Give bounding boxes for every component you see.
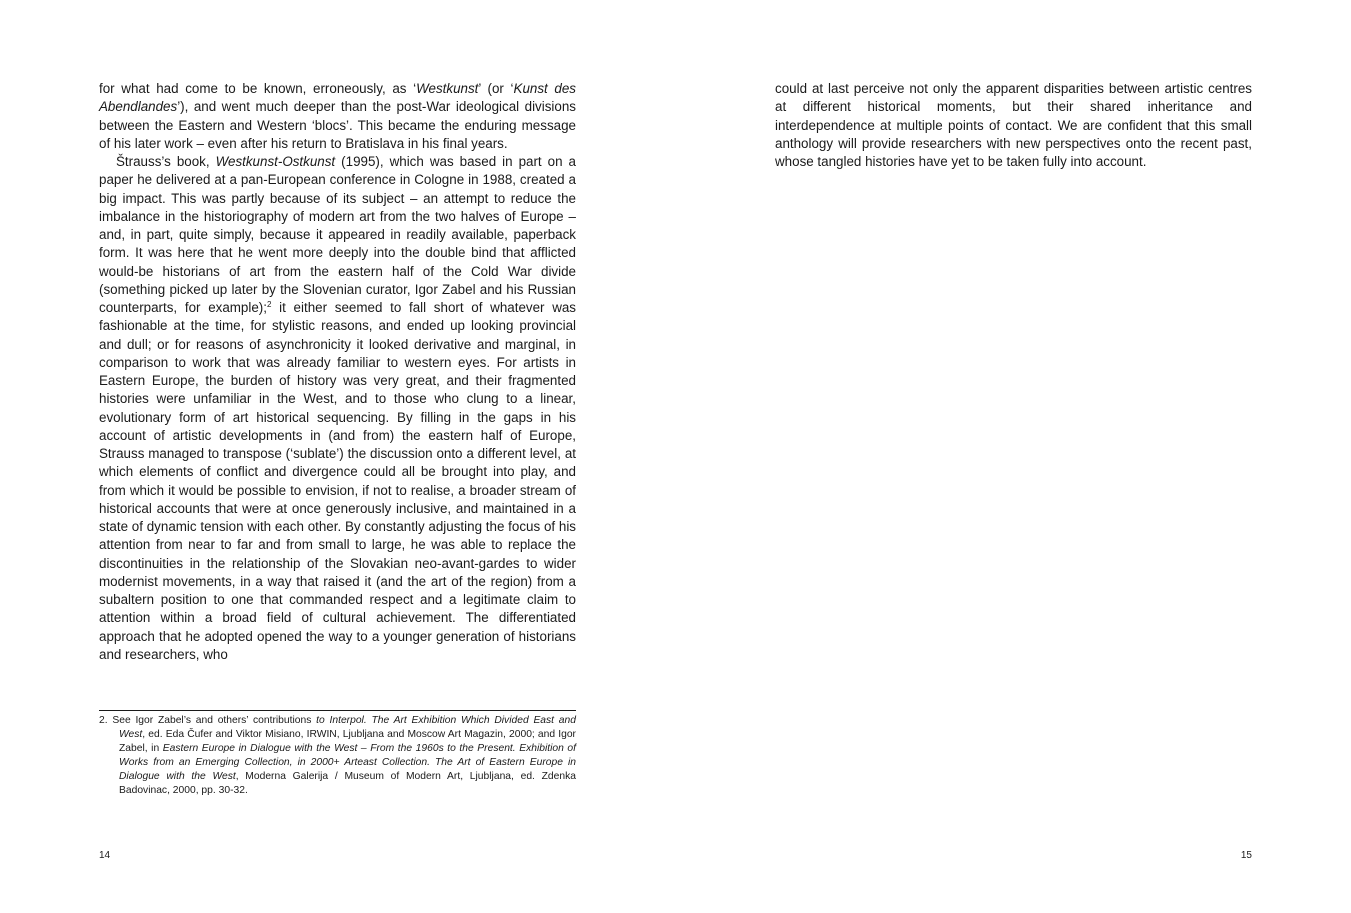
footnote-rule: [99, 710, 576, 711]
footnote: [99, 714, 576, 798]
text-run: , Moderna Galerija / Museum of Modern Art, Ljubljana, ed. Zdenka Badovinac, 2000, pp. 30-32.: [119, 771, 576, 796]
text-run: ’ (or ‘: [478, 81, 514, 96]
text-run: 2. See Igor Zabel’s and others’ contributions: [99, 715, 317, 726]
page-number-left: 14: [99, 850, 111, 861]
text-run: ’), and went much deeper than the post-War ideological divisions between the Eastern and Western ‘blocs’. This became the enduring message of his later work – even after his return to Bratislava in his final years.: [99, 99, 576, 151]
text-run: (1995), which was based in part on a paper he delivered at a pan-European conference in Cologne in 1988, created a big impact. This was partly because of its subject – an attempt to reduce the imbalance in the historiography of modern art from the two halves of Europe – and, in part, quite simply, because it appeared in readily available, paperback form. It was here that he went more deeply into the double bind that afflicted would-be historians of art from the eastern half of the Cold War divide (something picked up later by the Slovenian curator, Igor Zabel and his Russian counterparts, for example);: [99, 154, 576, 315]
right-page: [775, 0, 1252, 913]
right-body-text: [775, 80, 1252, 171]
text-run: could at last perceive not only the apparent disparities between artistic centres at different historical moments, but their shared inheritance and interdependence at multiple points of contact. We are confident that this small anthology will provide researchers with new perspectives onto the recent past, whose tangled histories have yet to be taken fully into account.: [775, 81, 1252, 169]
italic-text-run: Kunst des Abendlandes: [99, 81, 576, 115]
paragraph: [775, 80, 1252, 171]
italic-text-run: Westkunst-Ostkunst: [215, 154, 336, 169]
text-run: , ed. Eda Čufer and Viktor Misiano, IRWIN, Ljubljana and Moscow Art Magazin, 2000; and Igor Zabel, in: [119, 729, 576, 754]
left-body-text: [99, 80, 576, 664]
italic-text-run: to Interpol. The Art Exhibition Which Divided East and West: [119, 715, 576, 740]
paragraph: [99, 80, 576, 153]
left-page: [99, 0, 576, 913]
footnote-ref: 2: [267, 300, 272, 309]
italic-text-run: Eastern Europe in Dialogue with the West – From the 1960s to the Present. Exhibition of Works from an Emerging Collection, in 2000+ Arteast Collection. The Art of Eastern Europe in Dialogue with the West: [119, 743, 576, 782]
italic-text-run: Westkunst: [416, 81, 479, 96]
paragraph: [99, 153, 576, 664]
text-run: Štrauss’s book,: [116, 154, 216, 169]
page-number-right: 15: [1240, 850, 1252, 861]
text-run: for what had come to be known, erroneously, as ‘: [99, 81, 417, 96]
text-run: it either seemed to fall short of whatever was fashionable at the time, for stylistic reasons, and ended up looking provincial and dull; or for reasons of asynchronicity it looked derivative and marginal, in comparison to work that was already familiar to western eyes. For artists in Eastern Europe, the burden of history was very great, and their fragmented histories were unfamiliar in the West, and to those who clung to a linear, evolutionary form of art historical sequencing. By filling in the gaps in his account of artistic developments in (and from) the eastern half of Europe, Strauss managed to transpose (‘sublate’) the discussion onto a different level, at which elements of conflict and divergence could all be brought into play, and from which it would be possible to envision, if not to realise, a broader stream of historical accounts that were at once generously inclusive, and maintained in a state of dynamic tension with each other. By constantly adjusting the focus of his attention from near to far and from small to large, he was able to replace the discontinuities in the relationship of the Slovakian neo-avant-gardes to wider modernist movements, in a way that raised it (and the art of the region) from a subaltern position to one that commanded respect and a legitimate claim to attention within a broad field of cultural achievement. The differentiated approach that he adopted opened the way to a younger generation of historians and researchers, who: [99, 300, 577, 662]
